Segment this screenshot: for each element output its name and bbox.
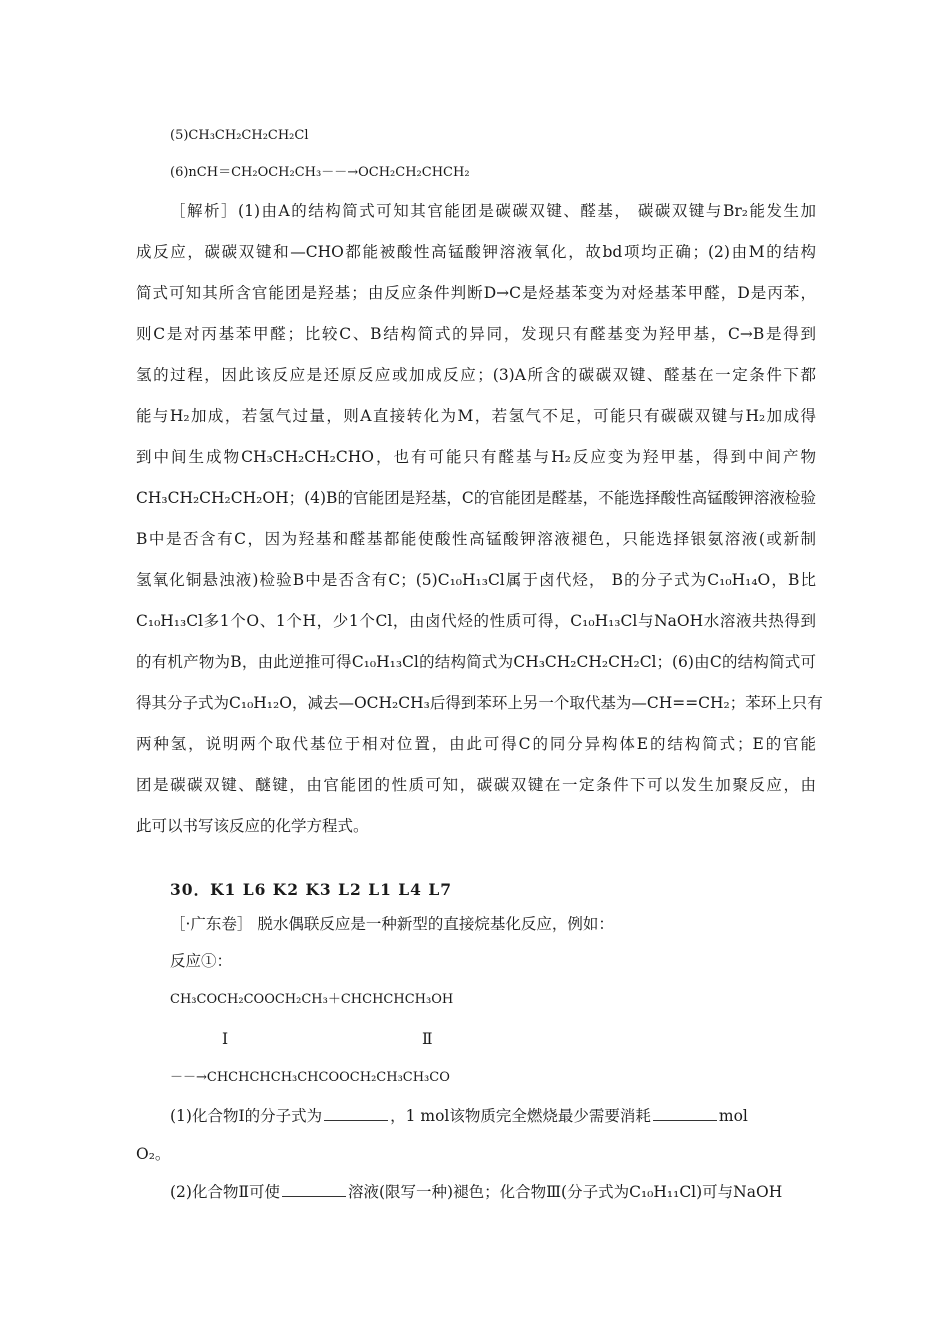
reaction-product: －－→CHCHCHCH₃CHCOOCH₂CH₃CH₃CO (170, 1070, 450, 1085)
question-1-line (170, 1104, 816, 1128)
answer-blank-formula (324, 1106, 388, 1121)
question-2-text-2: 溶液(限写一种)褪色；化合物Ⅲ(分子式为C₁₀H₁₁Cl)可与NaOH (348, 1183, 783, 1201)
question-2-line (170, 1180, 816, 1204)
analysis-line: 氢的过程，因此该反应是还原反应或加成反应；(3)A所含的碳碳双键、醛基在一定条件下都 (136, 366, 816, 384)
analysis-line: 此可以书写该反应的化学方程式。 (136, 817, 369, 835)
answer-5: (5)CH₃CH₂CH₂CH₂Cl (170, 128, 309, 143)
analysis-line: ［解析］(1)由A的结构简式可知其官能团是碳碳双键、醛基， 碳碳双键与Br₂能发生加 (170, 202, 816, 220)
analysis-line: C₁₀H₁₃Cl多1个O、1个H，少1个Cl，由卤代烃的性质可得，C₁₀H₁₃Cl与NaOH水溶液共热得到 (136, 612, 816, 630)
analysis-line: 团是碳碳双键、醚键，由官能团的性质可知，碳碳双键在一定条件下可以发生加聚反应，由 (136, 776, 816, 794)
analysis-line: 得其分子式为C₁₀H₁₂O，减去—OCH₂CH₃后得到苯环上另一个取代基为—CH==CH₂；苯环上只有 (136, 694, 823, 712)
compound-label-I: Ⅰ (222, 1030, 229, 1048)
analysis-line: 简式可知其所含官能团是羟基；由反应条件判断D→C是烃基苯变为对烃基苯甲醛，D是丙苯， (136, 284, 816, 302)
question-1-text-2: ，1 mol该物质完全燃烧最少需要消耗 (390, 1107, 651, 1125)
question-1-unit: mol (718, 1107, 748, 1125)
reaction-label: 反应①： (170, 952, 233, 970)
question-1-text: (1)化合物Ⅰ的分子式为 (170, 1107, 323, 1125)
answer-blank-oxygen (653, 1106, 717, 1121)
question-2-text: (2)化合物Ⅱ可使 (170, 1183, 280, 1201)
analysis-line: CH₃CH₂CH₂CH₂OH；(4)B的官能团是羟基，C的官能团是醛基，不能选择酸性高锰酸钾溶液检验 (136, 489, 816, 507)
question-30-source: ［·广东卷］ 脱水偶联反应是一种新型的直接烷基化反应，例如： (170, 915, 614, 933)
question-1-o2: O₂。 (136, 1145, 171, 1163)
compound-label-II: Ⅱ (422, 1030, 433, 1048)
question-30-heading: 30．K1 L6 K2 K3 L2 L1 L4 L7 (170, 880, 453, 899)
analysis-line: 则C是对丙基苯甲醛；比较C、B结构简式的异同，发现只有醛基变为羟甲基，C→B是得到 (136, 325, 816, 343)
analysis-line: B中是否含有C，因为羟基和醛基都能使酸性高锰酸钾溶液褪色，只能选择银氨溶液(或新制 (136, 530, 816, 548)
analysis-line: 能与H₂加成，若氢气过量，则A直接转化为M，若氢气不足，可能只有碳碳双键与H₂加成得 (136, 407, 816, 425)
answer-6: (6)nCH＝CH₂OCH₂CH₃－－→OCH₂CH₂CHCH₂ (170, 165, 470, 180)
analysis-line: 氢氧化铜悬浊液)检验B中是否含有C；(5)C₁₀H₁₃Cl属于卤代烃， B的分子式为C₁₀H₁₄O，B比 (136, 571, 816, 589)
reaction-reactants: CH₃COCH₂COOCH₂CH₃＋CHCHCHCH₃OH (170, 992, 454, 1007)
analysis-line: 两种氢，说明两个取代基位于相对位置，由此可得C的同分异构体E的结构简式；E的官能 (136, 735, 816, 753)
analysis-line: 的有机产物为B，由此逆推可得C₁₀H₁₃Cl的结构简式为CH₃CH₂CH₂CH₂Cl；(6)由C的结构简式可 (136, 653, 816, 671)
answer-blank-solution (282, 1182, 346, 1197)
analysis-line: 成反应，碳碳双键和—CHO都能被酸性高锰酸钾溶液氧化，故bd项均正确；(2)由M的结构 (136, 243, 816, 261)
analysis-line: 到中间生成物CH₃CH₂CH₂CHO，也有可能只有醛基与H₂反应变为羟甲基，得到中间产物 (136, 448, 816, 466)
